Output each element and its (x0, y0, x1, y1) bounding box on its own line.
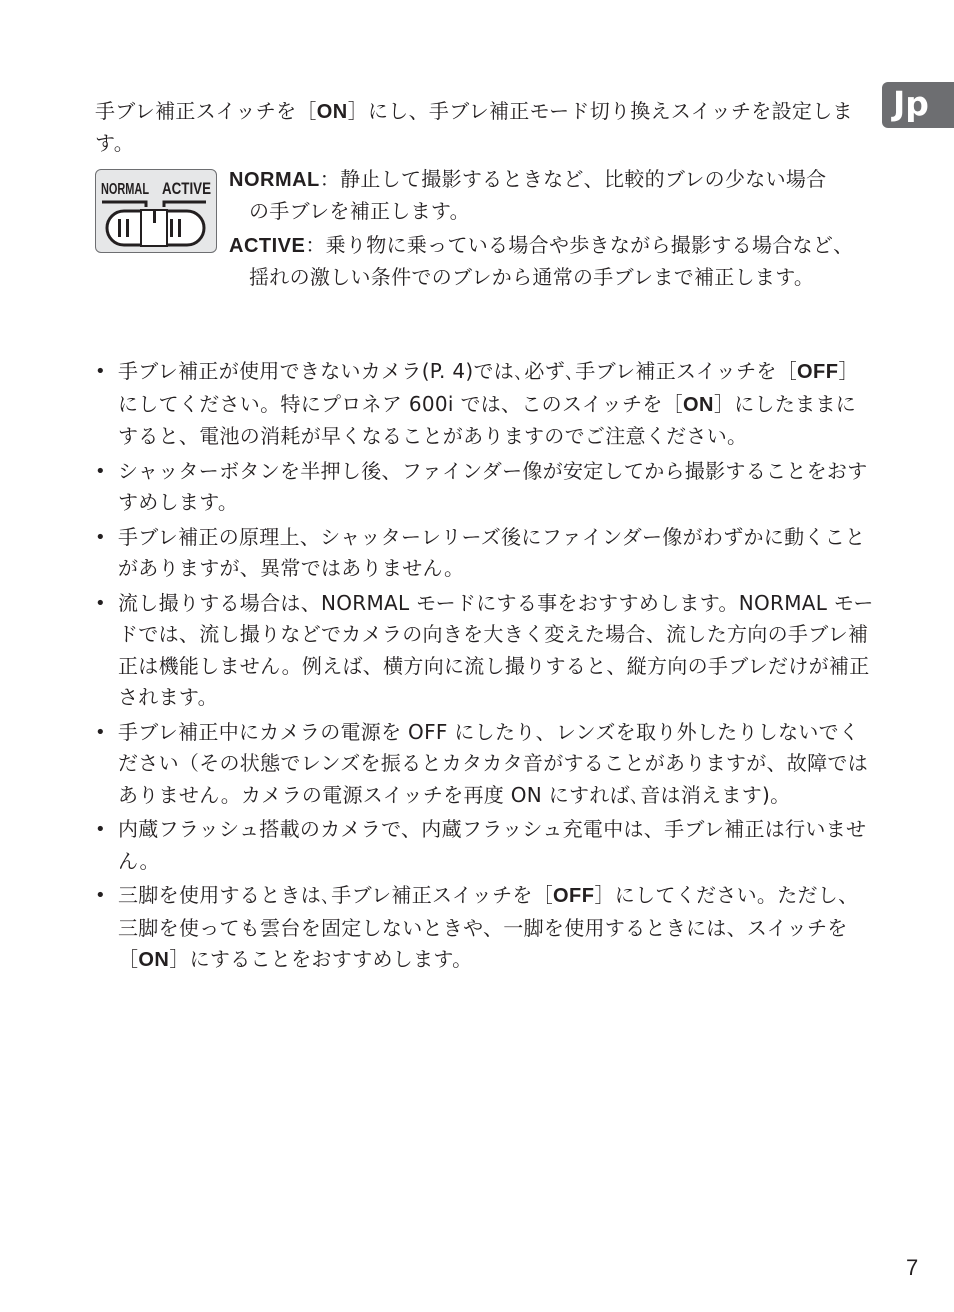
mode-normal-text-2: の手ブレを補正します。 (249, 199, 470, 223)
note-text: ］にしてください。特にプロネア 600i では、このスイッチを［ (118, 359, 859, 416)
note-text: ］にすることをおすすめします。 (169, 947, 473, 971)
note-text: 内蔵フラッシュ搭載のカメラで、内蔵フラッシュ充電中は、手ブレ補正は行いません。 (118, 817, 867, 873)
switch-ridge-3 (170, 219, 173, 237)
mode-active-text-2: 揺れの激しい条件でのブレから通常の手ブレまで補正します。 (249, 265, 815, 289)
note-off-term: OFF (553, 885, 595, 907)
note-text: 手ブレ補正中にカメラの電源を OFF にしたり、レンズを取り外したりしないでください（その状態でレンズを振るとカタカタ音がすることがありますが、故障ではありません。カメラの電源スイッチを再度 ON にすれば､音は消えます)。 (118, 719, 868, 807)
switch-ridge-4 (178, 219, 181, 237)
bullet-icon: • (95, 885, 106, 906)
mode-normal-text-1: ：静止して撮影するときなど、比較的ブレの少ない場合 (319, 167, 827, 191)
mode-description-normal (229, 164, 879, 227)
intro-text-after: ］にし、手ブレ補正モード切り換えスイッチを設定します。 (95, 99, 853, 155)
bullet-icon: • (95, 721, 106, 743)
note-item (95, 522, 875, 585)
vr-mode-switch-drawing (96, 170, 215, 251)
note-text: シャッターボタンを半押し後、ファインダー像が安定してから撮影することをおすすめします。 (118, 458, 868, 514)
switch-label-normal: NORMAL (101, 181, 150, 198)
note-item (95, 356, 875, 453)
note-text: ］にしてください。ただし、三脚を使っても雲台を固定しないときや、一脚を使用するときには、スイッチを［ (118, 883, 859, 971)
normal-indicator-line (102, 202, 146, 207)
bullet-icon: • (95, 592, 106, 614)
mode-description-active (229, 230, 879, 293)
note-text: ］にしたままにすると、電池の消耗が早くなることがありますのでご注意ください。 (118, 391, 857, 448)
note-item (95, 880, 875, 977)
bullet-icon: • (95, 819, 106, 840)
mode-active-line-1 (229, 230, 879, 262)
note-item (95, 717, 875, 812)
language-tab-label: Jp (893, 84, 929, 123)
language-tab-jp (882, 82, 954, 128)
note-text: 三脚を使用するときは､手ブレ補正スイッチを［ (118, 883, 553, 907)
switch-ridge-2 (126, 219, 129, 237)
note-on-term: ON (682, 393, 714, 416)
note-text: 流し撮りする場合は、NORMAL モードにする事をおすすめします。NORMAL モードでは、流し撮りなどでカメラの向きを大きく変えた場合、流した方向の手ブレ補正は機能しません。例えば、横方向に流し撮りすると、縦方向の手ブレだけが補正されます。 (118, 590, 874, 709)
mode-normal-term: NORMAL (229, 169, 320, 191)
switch-ridge-1 (118, 219, 121, 237)
note-item (95, 814, 875, 877)
note-item (95, 588, 875, 714)
note-on-term: ON (138, 949, 170, 971)
vr-mode-switch-illustration (95, 169, 217, 253)
bullet-icon: • (95, 460, 106, 482)
note-text: 手ブレ補正が使用できないカメラ(P. 4)では､必ず､手ブレ補正スイッチを［ (118, 359, 797, 383)
intro-on-term: ON (316, 101, 348, 123)
page-number: 7 (906, 1255, 919, 1280)
mode-normal-line-1 (229, 164, 879, 196)
bullet-icon: • (95, 526, 106, 548)
note-off-term: OFF (797, 361, 839, 383)
note-text: 手ブレ補正の原理上、シャッターレリーズ後にファインダー像がわずかに動くことがありますが、異常ではありません。 (118, 524, 866, 580)
mode-active-term: ACTIVE (229, 235, 306, 257)
switch-pointer (153, 211, 156, 223)
bullet-icon: • (95, 361, 106, 382)
intro-text-before: 手ブレ補正スイッチを［ (95, 99, 317, 123)
active-indicator-line (164, 202, 206, 207)
note-item (95, 456, 875, 519)
mode-active-text-1: ：乗り物に乗っている場合や歩きながら撮影する場合など、 (305, 233, 854, 257)
switch-label-active: ACTIVE (162, 179, 211, 198)
intro-paragraph (95, 96, 875, 159)
notes-list (95, 356, 875, 980)
